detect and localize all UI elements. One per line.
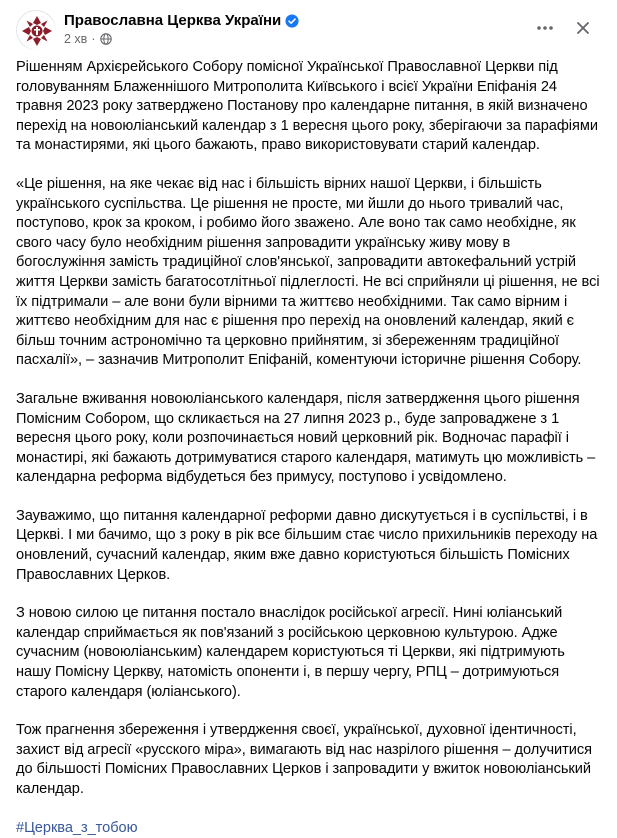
post-paragraph: Зауважимо, що питання календарної реформи давно дискутується і в суспільстві, і в Церкві. І ми бачимо, що з року в рік все більшим стає число прихильників переходу на оновлений, сучасний календар, яким вже давно користуються більшість Помісних Православних Церков.	[16, 507, 598, 583]
meta-separator: ·	[91, 32, 96, 46]
post-paragraph: З новою силою це питання постало внаслідок російської агресії. Нині юліанський календар сприймається як пов'язаний з російською церковною культурою. Адже сучасним (новоюліанським) календарем користуються ті Церкви, які підтримують нашу Помісну Церкву, натомість опоненти і, в першу чергу, РПЦ – дотримуються старого календаря (юліанського).	[16, 605, 565, 700]
verified-badge-icon	[285, 14, 299, 28]
globe-icon[interactable]	[100, 33, 112, 45]
hashtag-link[interactable]: #Церква_з_тобою	[16, 819, 138, 836]
post-paragraph: Рішенням Архієрейського Собору помісної Української Православної Церкви під головуванням Блаженнішого Митрополита Київського і всієї України Епіфанія 24 травня 2023 року затверджено Постанову про календарне питання, в якій визначено перехід на новоюліанський календар з 1 вересня цього року, зберігаючи за парафіями та монастирями, які цього бажають, право використовувати старий календар.	[16, 59, 598, 154]
page-name-row	[64, 11, 299, 30]
page-avatar[interactable]	[16, 10, 56, 50]
close-icon	[573, 18, 593, 38]
post-timestamp[interactable]: 2 хв	[64, 32, 88, 46]
post-actions	[525, 10, 601, 46]
post-meta	[64, 31, 112, 47]
page-name-link[interactable]: Православна Церква України	[64, 12, 282, 29]
church-emblem-icon	[17, 11, 57, 51]
post-text	[16, 58, 601, 838]
close-button[interactable]	[565, 10, 601, 46]
more-options-button[interactable]	[527, 10, 563, 46]
post-paragraph: «Це рішення, на яке чекає від нас і більшість вірних нашої Церкви, і більшість українського суспільства. Це рішення не просте, ми йшли до нього тривалий час, поступово, крок за кроком, і робимо його зважено. Але воно так само необхідне, як свого часу було необхідним рішення запровадити українську живу мову в богослужіння замість традиційної слов'янської, запровадити автокефальний устрій життя Церкви замість багатосотлітньої підлеглості. Не всі сприйняли ці рішення, не всі їх підтримали – але вони були вірними та життєво необхідними. Так само вірним і життєво необхідним для нас є рішення про перехід на оновлений календар, який є більш точним астрономічно та церковно прийнятим, зі збереженням традиційної пасхалії», – зазначив Митрополит Епіфаній, коментуючи історичне рішення Собору.	[16, 175, 600, 369]
post-paragraph: Тож прагнення збереження і утвердження своєї, української, духовної ідентичності, захист від агресії «русского міра», вимагають від нас назрілого рішення – долучитися до більшості Помісних Православних Церков і запровадити у вжиток новоюліанський календар.	[16, 722, 592, 797]
post-header	[16, 10, 601, 50]
hashtag-paragraph	[16, 819, 601, 838]
post-paragraph: Загальне вживання новоюліанського календаря, після затвердження цього рішення Помісним Собором, що скликається на 27 липня 2023 р., буде запроваджене з 1 вересня цього року, коли розпочинається новий церковний рік. Водночас парафії і монастирі, які бажають дотримуватися старого календаря, матимуть цю можливість – календарна реформа відбудеться без примусу, поступово і усвідомлено.	[16, 390, 596, 486]
more-options-icon	[535, 18, 555, 38]
